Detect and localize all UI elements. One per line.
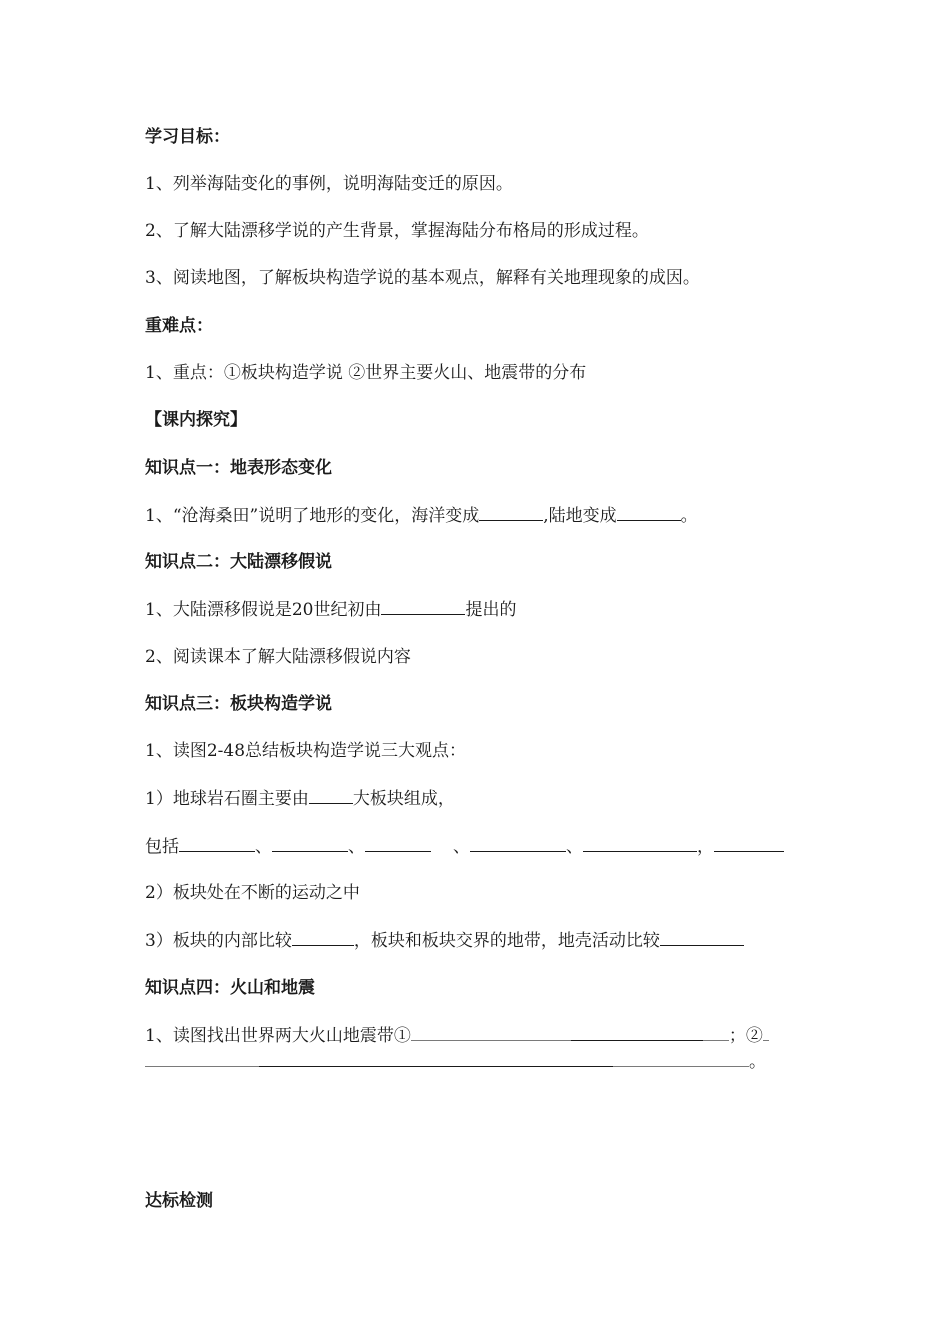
plate-blank-1[interactable] bbox=[179, 835, 255, 852]
plate-count-blank[interactable] bbox=[309, 787, 353, 804]
k2-question-2: 2、阅读课本了解大陆漂移假说内容 bbox=[145, 647, 411, 667]
plates-sep-3: 、 bbox=[453, 837, 470, 857]
plate-blank-4[interactable] bbox=[470, 835, 566, 852]
proposer-blank[interactable] bbox=[381, 598, 465, 615]
k2-q1-text-b: 提出的 bbox=[465, 600, 517, 620]
objective-item-2: 2、了解大陆漂移学说的产生背景，掌握海陆分布格局的形成过程。 bbox=[145, 221, 649, 241]
k3-p3-text-b: ，板块和板块交界的地带，地壳活动比较 bbox=[353, 931, 660, 951]
k4-question-1 bbox=[145, 1024, 769, 1047]
objective-item-1: 1、列举海陆变化的事例，说明海陆变迁的原因。 bbox=[145, 174, 513, 194]
belt-2-blank-start[interactable] bbox=[763, 1024, 769, 1041]
k3-p1-text-a: 1）地球岩石圈主要由 bbox=[145, 789, 309, 809]
plate-blank-2[interactable] bbox=[272, 835, 348, 852]
k2-q1-text-a: 1、大陆漂移假说是20世纪初由 bbox=[145, 600, 382, 620]
plates-sep-2: 、 bbox=[348, 837, 365, 857]
k1-q1-text-b: ,陆地变成 bbox=[543, 506, 617, 526]
k4-q1-text-a: 1、读图找出世界两大火山地震带① bbox=[145, 1026, 411, 1046]
k2-heading: 知识点二：大陆漂移假说 bbox=[145, 552, 332, 572]
k2-question-1 bbox=[145, 598, 516, 621]
plates-label: 包括 bbox=[145, 837, 179, 857]
k3-point-3 bbox=[145, 929, 744, 952]
boundary-activity-blank[interactable] bbox=[660, 929, 744, 946]
belt-1-blank-part-a[interactable] bbox=[411, 1024, 571, 1041]
k1-question-1 bbox=[145, 504, 698, 527]
k1-q1-text-a: 1、“沧海桑田”说明了地形的变化，海洋变成 bbox=[145, 506, 480, 526]
check-heading: 达标检测 bbox=[145, 1191, 213, 1211]
plate-blank-6[interactable] bbox=[714, 835, 784, 852]
key-points-item: 1、重点：①板块构造学说 ②世界主要火山、地震带的分布 bbox=[145, 363, 587, 383]
k3-p3-text-a: 3）板块的内部比较 bbox=[145, 931, 292, 951]
belt-2-blank-part-b[interactable] bbox=[259, 1050, 613, 1067]
k3-question-1: 1、读图2-48总结板块构造学说三大观点： bbox=[145, 741, 467, 761]
k4-q1-text-c: 。 bbox=[749, 1052, 766, 1072]
plates-sep-4: 、 bbox=[566, 837, 583, 857]
k3-point-1 bbox=[145, 787, 455, 810]
objective-item-3: 3、阅读地图，了解板块构造学说的基本观点，解释有关地理现象的成因。 bbox=[145, 268, 700, 288]
objectives-heading: 学习目标： bbox=[145, 127, 230, 147]
k3-point-2: 2）板块处在不断的运动之中 bbox=[145, 883, 360, 903]
plate-interior-blank[interactable] bbox=[292, 929, 354, 946]
k1-heading: 知识点一：地表形态变化 bbox=[145, 458, 332, 478]
plate-blank-5[interactable] bbox=[583, 835, 697, 852]
k3-p1-text-b: 大板块组成， bbox=[352, 789, 455, 809]
k4-question-1-cont bbox=[145, 1050, 766, 1073]
plates-sep-5: ， bbox=[697, 837, 714, 857]
k4-heading: 知识点四：火山和地震 bbox=[145, 978, 315, 998]
k4-q1-text-b: ；② bbox=[728, 1026, 763, 1046]
plates-sep-1: 、 bbox=[255, 837, 272, 857]
k3-heading: 知识点三：板块构造学说 bbox=[145, 694, 332, 714]
key-points-heading: 重难点： bbox=[145, 316, 213, 336]
plate-blank-3[interactable] bbox=[365, 835, 431, 852]
belt-1-blank-part-b[interactable] bbox=[571, 1024, 703, 1041]
inquiry-heading: 【课内探究】 bbox=[145, 410, 247, 430]
belt-2-blank-part-c[interactable] bbox=[613, 1050, 749, 1067]
k3-plates-list bbox=[145, 835, 784, 858]
land-becomes-blank[interactable] bbox=[617, 504, 681, 521]
ocean-becomes-blank[interactable] bbox=[479, 504, 543, 521]
belt-1-blank-part-c[interactable] bbox=[703, 1024, 729, 1041]
belt-2-blank-part-a[interactable] bbox=[145, 1050, 259, 1067]
k1-q1-text-c: 。 bbox=[680, 506, 698, 526]
